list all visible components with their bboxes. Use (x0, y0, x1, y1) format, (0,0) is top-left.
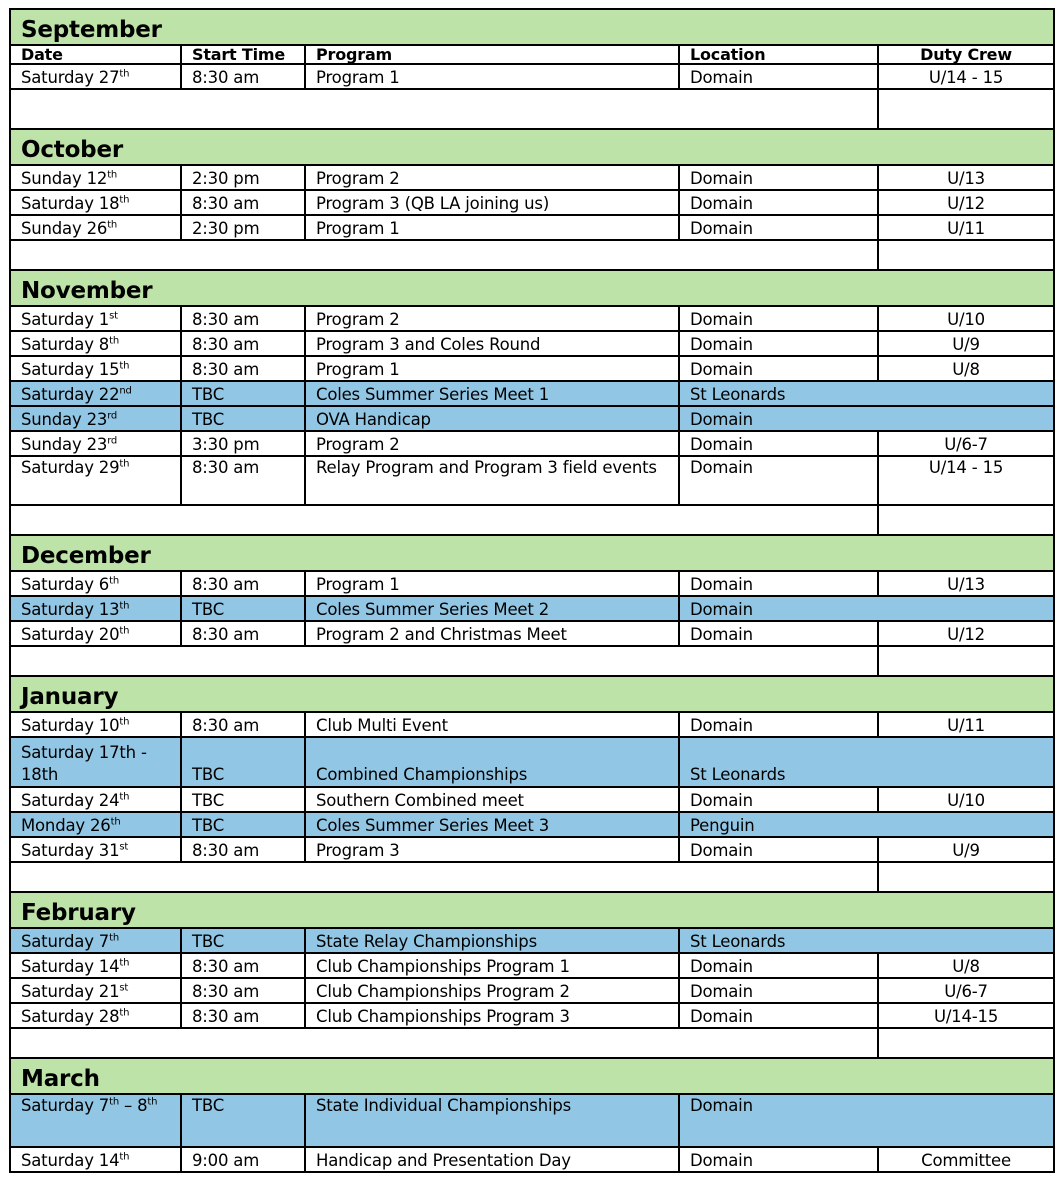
table-row (10, 165, 1054, 190)
program-cell: Combined Championships (305, 737, 679, 787)
location-cell: Domain (679, 64, 878, 89)
table-row (10, 215, 1054, 240)
date-text: Saturday 29 (21, 458, 120, 477)
date-cell (10, 621, 181, 646)
location-cell: Domain (679, 621, 878, 646)
start-time-cell: 8:30 am (181, 64, 305, 89)
table-row-highlighted (10, 812, 1054, 837)
column-header-start-time: Start Time (181, 45, 305, 64)
date-cell (10, 571, 181, 596)
program-cell: Southern Combined meet (305, 787, 679, 812)
date-suffix: th (107, 169, 118, 181)
date-text: Saturday 14 (21, 957, 120, 976)
date-text: Saturday 8 (21, 335, 110, 354)
table-row (10, 356, 1054, 381)
date-text: Saturday 24 (21, 791, 120, 810)
date-cell (10, 165, 181, 190)
spacer-duty-cell (878, 862, 1054, 892)
location-cell: Domain (679, 1094, 1054, 1147)
month-title: March (10, 1058, 1054, 1094)
table-row (10, 190, 1054, 215)
date-suffix: th (109, 575, 119, 587)
month-header (10, 9, 1054, 45)
spacer-cell (10, 646, 878, 676)
start-time-cell: 8:30 am (181, 356, 305, 381)
table-row (10, 331, 1054, 356)
table-row (10, 787, 1054, 812)
start-time-cell: 9:00 am (181, 1147, 305, 1172)
date-suffix: th (109, 932, 119, 944)
date-suffix: th (119, 1007, 130, 1019)
date-cell (10, 190, 181, 215)
location-cell: Domain (679, 953, 878, 978)
date-suffix: th (107, 219, 118, 231)
duty-crew-cell: U/10 (878, 787, 1054, 812)
start-time-cell: TBC (181, 787, 305, 812)
date-suffix: th (119, 600, 130, 612)
month-header (10, 535, 1054, 571)
date-text: Saturday 28 (21, 1007, 120, 1026)
program-cell: Program 2 (305, 306, 679, 331)
date-text: Saturday 27 (21, 68, 120, 87)
start-time-cell: TBC (181, 737, 305, 787)
date-text: Saturday 31 (21, 841, 120, 860)
date-suffix: th (109, 335, 119, 347)
location-cell: Domain (679, 787, 878, 812)
duty-crew-cell: U/13 (878, 571, 1054, 596)
date-cell (10, 953, 181, 978)
location-cell: Domain (679, 406, 1054, 431)
month-header (10, 1058, 1054, 1094)
program-cell: State Relay Championships (305, 928, 679, 953)
program-cell: Relay Program and Program 3 field events (305, 456, 679, 505)
location-cell: St Leonards (679, 737, 1054, 787)
date-text: Saturday 22 (21, 385, 120, 404)
date-text: Saturday 21 (21, 982, 120, 1001)
spacer-cell (10, 505, 878, 535)
location-cell: Domain (679, 331, 878, 356)
program-cell: Program 2 and Christmas Meet (305, 621, 679, 646)
date-cell (10, 787, 181, 812)
duty-crew-cell: U/11 (878, 712, 1054, 737)
table-row (10, 571, 1054, 596)
start-time-cell: 8:30 am (181, 712, 305, 737)
spacer-row (10, 646, 1054, 676)
date-suffix: th (119, 1151, 130, 1163)
duty-crew-cell: U/12 (878, 621, 1054, 646)
table-row-highlighted (10, 596, 1054, 621)
column-header-duty-crew: Duty Crew (878, 45, 1054, 64)
start-time-cell: 2:30 pm (181, 215, 305, 240)
date-cell (10, 1003, 181, 1028)
table-row (10, 837, 1054, 862)
spacer-row (10, 89, 1054, 129)
program-cell: Club Championships Program 1 (305, 953, 679, 978)
date-suffix: th (119, 716, 130, 728)
date-cell (10, 596, 181, 621)
date-suffix: st (109, 310, 118, 322)
date-cell (10, 712, 181, 737)
date-cell (10, 928, 181, 953)
program-cell: Program 2 (305, 431, 679, 456)
date-text: Saturday 20 (21, 625, 120, 644)
program-cell: Coles Summer Series Meet 1 (305, 381, 679, 406)
location-cell: Domain (679, 837, 878, 862)
start-time-cell: 8:30 am (181, 837, 305, 862)
table-row (10, 978, 1054, 1003)
location-cell: St Leonards (679, 928, 1054, 953)
start-time-cell: 8:30 am (181, 1003, 305, 1028)
location-cell: Domain (679, 190, 878, 215)
table-row-highlighted (10, 381, 1054, 406)
column-header-date: Date (10, 45, 181, 64)
date-cell (10, 406, 181, 431)
duty-crew-cell: U/12 (878, 190, 1054, 215)
duty-crew-cell: U/9 (878, 837, 1054, 862)
date-cell (10, 812, 181, 837)
location-cell: Domain (679, 596, 1054, 621)
program-cell: Handicap and Presentation Day (305, 1147, 679, 1172)
spacer-cell (10, 1028, 878, 1058)
table-row (10, 1003, 1054, 1028)
start-time-cell: 8:30 am (181, 306, 305, 331)
month-title: November (10, 270, 1054, 306)
duty-crew-cell: U/8 (878, 953, 1054, 978)
column-header-row (10, 45, 1054, 64)
date-text: Saturday 6 (21, 575, 110, 594)
month-header (10, 892, 1054, 928)
program-cell: Program 1 (305, 356, 679, 381)
program-cell: Program 1 (305, 571, 679, 596)
start-time-cell: TBC (181, 812, 305, 837)
location-cell: Domain (679, 1003, 878, 1028)
start-time-cell: 2:30 pm (181, 165, 305, 190)
date-suffix: th (110, 816, 121, 828)
duty-crew-cell: U/6-7 (878, 978, 1054, 1003)
duty-crew-cell: U/11 (878, 215, 1054, 240)
date-suffix: th (119, 68, 130, 80)
start-time-cell: 8:30 am (181, 621, 305, 646)
date-cell (10, 306, 181, 331)
start-time-cell: 8:30 am (181, 978, 305, 1003)
date-suffix: th (119, 194, 130, 206)
spacer-cell (10, 862, 878, 892)
program-cell: Program 3 (QB LA joining us) (305, 190, 679, 215)
duty-crew-cell: U/14 - 15 (878, 64, 1054, 89)
month-title: September (10, 9, 1054, 45)
date-text: Monday 26 (21, 816, 111, 835)
date-cell (10, 456, 181, 505)
date-text: Saturday 1 (21, 310, 110, 329)
date-cell (10, 837, 181, 862)
month-header (10, 676, 1054, 712)
program-cell: Program 2 (305, 165, 679, 190)
date-cell (10, 431, 181, 456)
start-time-cell: TBC (181, 928, 305, 953)
table-row (10, 953, 1054, 978)
date-cell (10, 1147, 181, 1172)
date-cell (10, 356, 181, 381)
date-suffix: th (119, 957, 130, 969)
spacer-duty-cell (878, 646, 1054, 676)
duty-crew-cell: U/10 (878, 306, 1054, 331)
location-cell: Domain (679, 356, 878, 381)
table-row (10, 306, 1054, 331)
location-cell: Penguin (679, 812, 1054, 837)
date-tail-suffix: th (147, 1096, 158, 1108)
table-row (10, 712, 1054, 737)
duty-crew-cell: U/13 (878, 165, 1054, 190)
program-cell: Club Championships Program 3 (305, 1003, 679, 1028)
spacer-duty-cell (878, 1028, 1054, 1058)
table-row (10, 431, 1054, 456)
date-suffix: rd (107, 410, 118, 422)
date-text: Saturday 10 (21, 716, 120, 735)
date-cell (10, 1094, 181, 1147)
spacer-row (10, 1028, 1054, 1058)
date-suffix: th (119, 791, 130, 803)
duty-crew-cell: U/14 - 15 (878, 456, 1054, 505)
date-suffix: nd (119, 385, 132, 397)
program-cell: Coles Summer Series Meet 2 (305, 596, 679, 621)
start-time-cell: 8:30 am (181, 953, 305, 978)
location-cell: Domain (679, 1147, 878, 1172)
table-row-highlighted (10, 406, 1054, 431)
program-cell: State Individual Championships (305, 1094, 679, 1147)
program-cell: OVA Handicap (305, 406, 679, 431)
date-text: Sunday 26 (21, 219, 108, 238)
date-text: Saturday 13 (21, 600, 120, 619)
date-cell (10, 381, 181, 406)
date-cell (10, 978, 181, 1003)
month-title: February (10, 892, 1054, 928)
location-cell: Domain (679, 165, 878, 190)
start-time-cell: 8:30 am (181, 190, 305, 215)
start-time-cell: 3:30 pm (181, 431, 305, 456)
table-row (10, 64, 1054, 89)
location-cell: Domain (679, 456, 878, 505)
month-header (10, 270, 1054, 306)
date-cell (10, 737, 181, 787)
spacer-row (10, 862, 1054, 892)
location-cell: Domain (679, 215, 878, 240)
duty-crew-cell: Committee (878, 1147, 1054, 1172)
date-text: Sunday 23 (21, 410, 108, 429)
date-suffix: th (119, 458, 130, 470)
month-title: January (10, 676, 1054, 712)
date-suffix: th (119, 625, 130, 637)
schedule-body (10, 9, 1054, 1172)
location-cell: Domain (679, 712, 878, 737)
program-cell: Club Multi Event (305, 712, 679, 737)
location-cell: Domain (679, 431, 878, 456)
start-time-cell: 8:30 am (181, 331, 305, 356)
program-cell: Club Championships Program 2 (305, 978, 679, 1003)
location-cell: Domain (679, 978, 878, 1003)
location-cell: St Leonards (679, 381, 1054, 406)
schedule-table (9, 8, 1055, 1173)
date-text: Sunday 12 (21, 169, 108, 188)
date-tail: – 8 (118, 1096, 148, 1115)
program-cell: Program 1 (305, 215, 679, 240)
program-cell: Program 3 (305, 837, 679, 862)
spacer-duty-cell (878, 89, 1054, 129)
column-header-program: Program (305, 45, 679, 64)
start-time-cell: 8:30 am (181, 456, 305, 505)
month-title: December (10, 535, 1054, 571)
start-time-cell: TBC (181, 596, 305, 621)
date-suffix: th (109, 1096, 119, 1108)
table-row (10, 1147, 1054, 1172)
spacer-cell (10, 240, 878, 270)
spacer-duty-cell (878, 240, 1054, 270)
date-cell (10, 331, 181, 356)
start-time-cell: TBC (181, 1094, 305, 1147)
spacer-row (10, 240, 1054, 270)
table-row (10, 621, 1054, 646)
date-text: Saturday 17th - 18th (21, 743, 147, 784)
month-title: October (10, 129, 1054, 165)
date-suffix: st (119, 982, 129, 994)
table-row (10, 456, 1054, 505)
date-suffix: st (119, 841, 129, 853)
date-text: Saturday 7 (21, 1096, 110, 1115)
table-row-highlighted (10, 928, 1054, 953)
start-time-cell: TBC (181, 406, 305, 431)
start-time-cell: 8:30 am (181, 571, 305, 596)
date-suffix: th (119, 360, 130, 372)
duty-crew-cell: U/6-7 (878, 431, 1054, 456)
date-text: Saturday 15 (21, 360, 120, 379)
table-row-highlighted (10, 1094, 1054, 1147)
start-time-cell: TBC (181, 381, 305, 406)
spacer-duty-cell (878, 505, 1054, 535)
date-suffix: rd (107, 435, 118, 447)
spacer-row (10, 505, 1054, 535)
location-cell: Domain (679, 306, 878, 331)
table-row-highlighted (10, 737, 1054, 787)
date-cell (10, 215, 181, 240)
spacer-cell (10, 89, 878, 129)
duty-crew-cell: U/14-15 (878, 1003, 1054, 1028)
duty-crew-cell: U/8 (878, 356, 1054, 381)
month-header (10, 129, 1054, 165)
program-cell: Coles Summer Series Meet 3 (305, 812, 679, 837)
date-cell (10, 64, 181, 89)
program-cell: Program 3 and Coles Round (305, 331, 679, 356)
location-cell: Domain (679, 571, 878, 596)
date-text: Sunday 23 (21, 435, 108, 454)
program-cell: Program 1 (305, 64, 679, 89)
duty-crew-cell: U/9 (878, 331, 1054, 356)
date-text: Saturday 18 (21, 194, 120, 213)
date-text: Saturday 14 (21, 1151, 120, 1170)
date-text: Saturday 7 (21, 932, 110, 951)
column-header-location: Location (679, 45, 878, 64)
